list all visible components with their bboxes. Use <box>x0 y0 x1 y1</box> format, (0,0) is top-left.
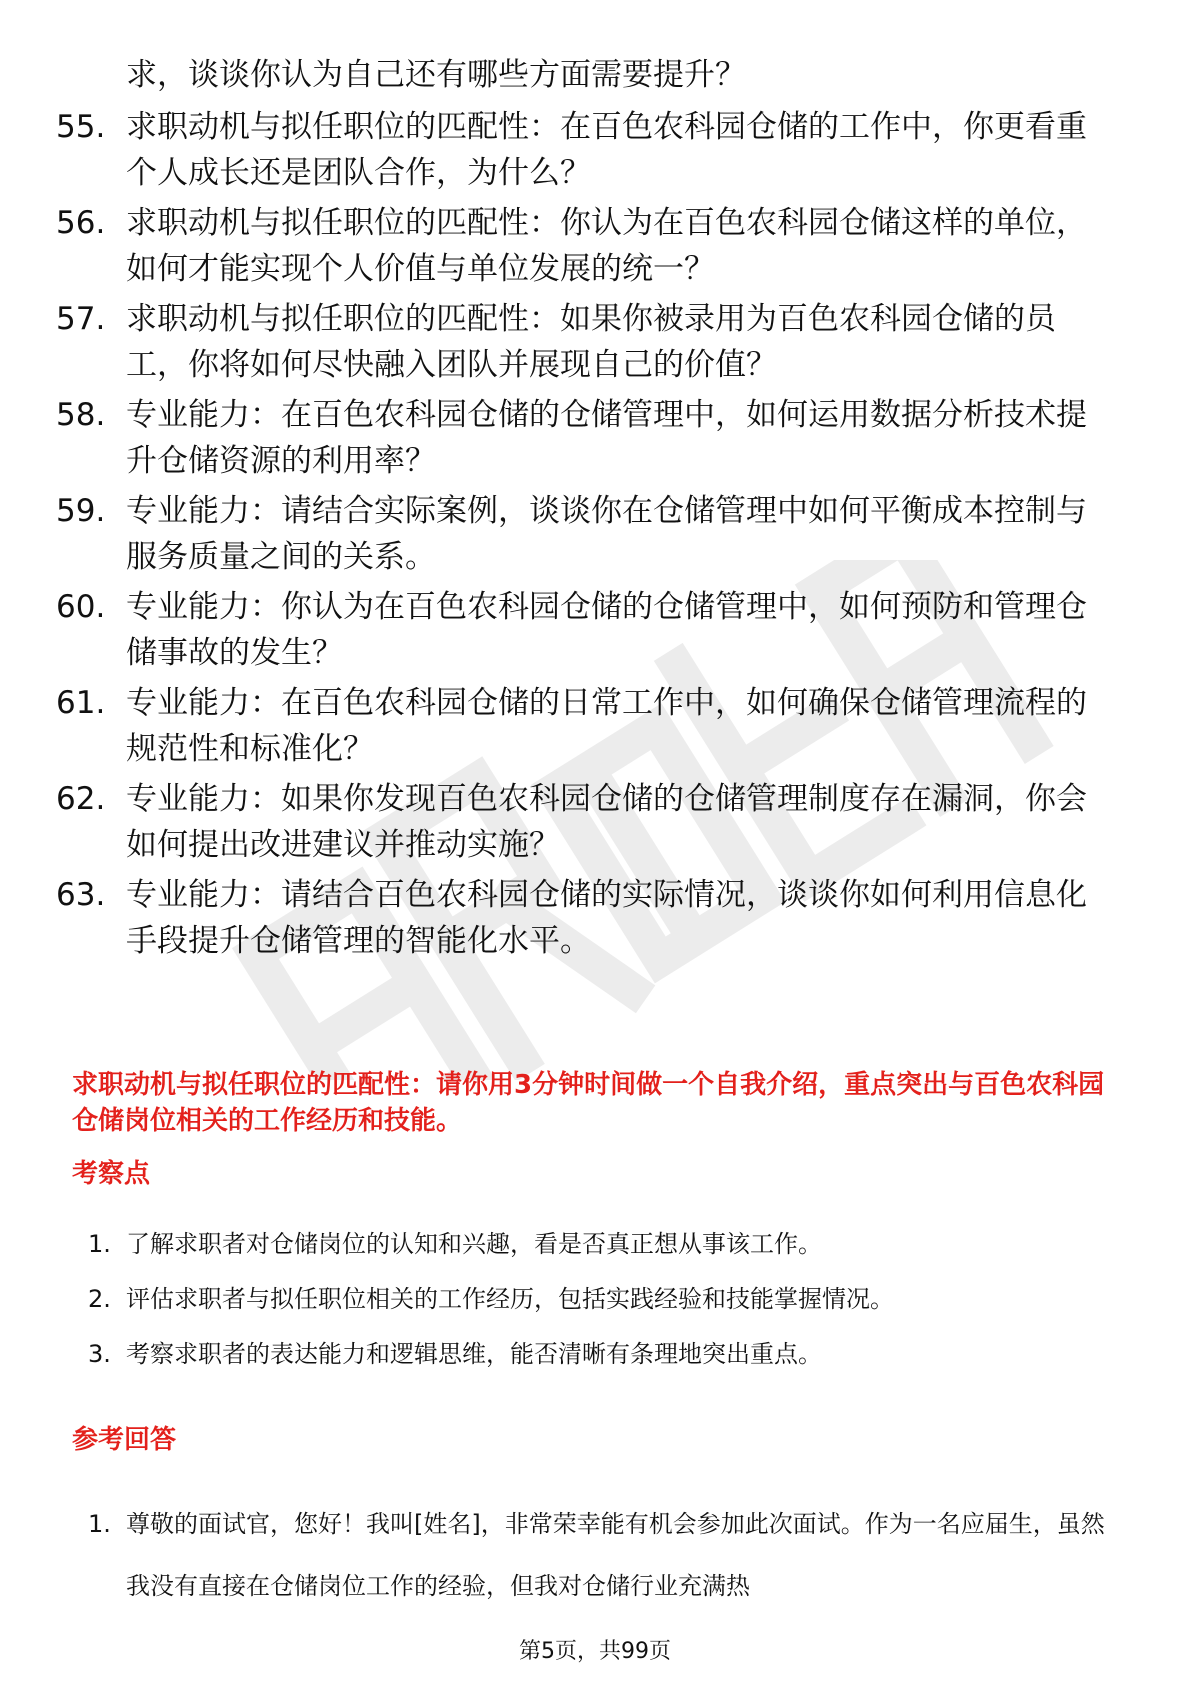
question-text: 求职动机与拟任职位的匹配性：你认为在百色农科园仓储这样的单位，如何才能实现个人价值与单位发展的统一？ <box>126 205 1087 287</box>
assessment-text: 了解求职者对仓储岗位的认知和兴趣，看是否真正想从事该工作。 <box>126 1230 822 1258</box>
assessment-number: 2. <box>88 1285 111 1313</box>
question-text: 专业能力：在百色农科园仓储的日常工作中，如何确保仓储管理流程的规范性和标准化？ <box>126 685 1087 767</box>
reference-answer-heading: 参考回答 <box>72 1425 177 1455</box>
question-text: 专业能力：如果你发现百色农科园仓储的仓储管理制度存在漏洞，你会如何提出改进建议并推动实施？ <box>126 781 1087 863</box>
answer-number: 1. <box>88 1510 111 1538</box>
question-text: 专业能力：请结合百色农科园仓储的实际情况，谈谈你如何利用信息化手段提升仓储管理的智能化水平。 <box>126 877 1087 959</box>
question-text: 专业能力：在百色农科园仓储的仓储管理中，如何运用数据分析技术提升仓储资源的利用率？ <box>126 397 1087 479</box>
question-number: 60. <box>56 589 106 625</box>
assessment-heading: 考察点 <box>72 1159 151 1189</box>
question-number: 61. <box>56 685 106 721</box>
page-footer: 第5页，共99页 <box>519 1639 671 1664</box>
question-number: 57. <box>56 301 106 337</box>
question-text: 求职动机与拟任职位的匹配性：在百色农科园仓储的工作中，你更看重个人成长还是团队合作，为什么？ <box>126 109 1087 191</box>
featured-question: 求职动机与拟任职位的匹配性：请你用3分钟时间做一个自我介绍，重点突出与百色农科园仓储岗位相关的工作经历和技能。 <box>72 1070 1105 1136</box>
assessment-text: 考察求职者的表达能力和逻辑思维，能否清晰有条理地突出重点。 <box>126 1340 822 1368</box>
assessment-number: 1. <box>88 1230 111 1258</box>
question-continuation: 求，谈谈你认为自己还有哪些方面需要提升？ <box>126 57 746 93</box>
question-number: 58. <box>56 397 106 433</box>
assessment-text: 评估求职者与拟任职位相关的工作经历，包括实践经验和技能掌握情况。 <box>126 1285 894 1313</box>
question-number: 55. <box>56 109 106 145</box>
assessment-number: 3. <box>88 1340 111 1368</box>
question-number: 56. <box>56 205 106 241</box>
question-number: 59. <box>56 493 106 529</box>
question-number: 62. <box>56 781 106 817</box>
question-text: 专业能力：请结合实际案例，谈谈你在仓储管理中如何平衡成本控制与服务质量之间的关系。 <box>126 493 1087 575</box>
question-number: 63. <box>56 877 106 913</box>
question-text: 专业能力：你认为在百色农科园仓储的仓储管理中，如何预防和管理仓储事故的发生？ <box>126 589 1087 671</box>
question-text: 求职动机与拟任职位的匹配性：如果你被录用为百色农科园仓储的员工，你将如何尽快融入团队并展现自己的价值？ <box>126 301 1056 383</box>
answer-text: 尊敬的面试官，您好！我叫[姓名]，非常荣幸能有机会参加此次面试。作为一名应届生，虽然我没有直接在仓储岗位工作的经验，但我对仓储行业充满热 <box>126 1510 1105 1600</box>
